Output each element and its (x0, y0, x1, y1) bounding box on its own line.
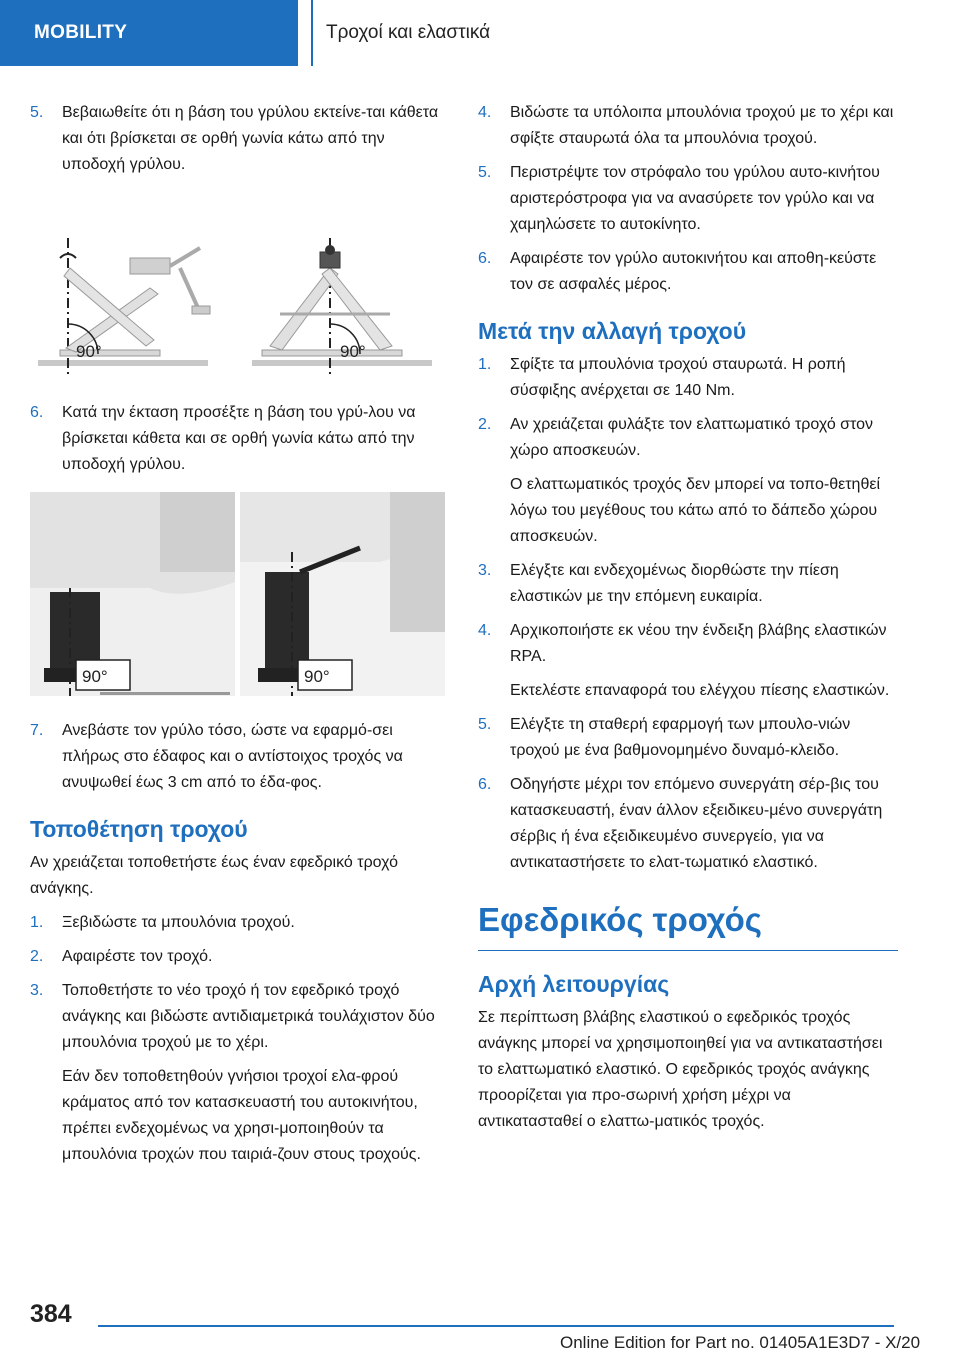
step-text: Τοποθετήστε το νέο τροχό ή τον εφεδρικό τροχό ανάγκης και βιδώστε αντιδιαμετρικά τουλάχιστον δύο μπουλόνια τροχού με το χέρι. (62, 982, 435, 1051)
list-item (478, 618, 898, 670)
header-divider (311, 0, 313, 66)
step-number: 6. (30, 404, 44, 421)
jack-front-view (252, 238, 432, 378)
floor-jack-figure (30, 492, 445, 696)
step-text: Περιστρέψτε τον στρόφαλο του γρύλου αυτο-κινήτου αριστερόστροφα για να ανασύρετε τον γρύλο και να χαμηλώσετε το αυτοκίνητο. (510, 164, 880, 233)
footer-divider (98, 1325, 894, 1327)
step-text: Βεβαιωθείτε ότι η βάση του γρύλου εκτείνε-ται κάθετα και ότι βρίσκεται σε ορθή γωνία κάτω από την υποδοχή γρύλου. (62, 104, 439, 173)
list-item (478, 412, 898, 464)
jack-side-view (38, 238, 210, 378)
list-item (478, 160, 898, 238)
step-text: Ελέγξτε και ενδεχομένως διορθώστε την πίεση ελαστικών με την επόμενη ευκαιρία. (510, 562, 839, 605)
step-text: Οδηγήστε μέχρι τον επόμενο συνεργάτη σέρ-βις του κατασκευαστή, έναν άλλον εξειδικευ-μένο συνεργάτη σέρβις ή ένα εξειδικευμένο συνεργείο, για να αντικαταστήσετε το ελατ-τωματικό ελαστικό. (510, 776, 883, 871)
chapter-title: Τροχοί και ελαστικά (326, 22, 491, 43)
step-number: 2. (30, 948, 44, 965)
step-text: Ελέγξτε τη σταθερή εφαρμογή των μπουλο-νιών τροχού με ένα βαθμονομημένο δυναμό-κλειδο. (510, 716, 851, 759)
step-number: 4. (478, 104, 492, 121)
step-note: Ο ελαττωματικός τροχός δεν μπορεί να τοπο-θετηθεί λόγω του μεγέθους του κάτω από το δάπεδο χώρου αποσκευών. (510, 476, 881, 545)
step-note: Εάν δεν τοποθετηθούν γνήσιοι τροχοί ελα-φρού κράματος από τον κατασκευαστή του αυτοκινήτου, πρέπει ενδεχομένως να χρησι-μοποιηθούν τα μπουλόνια τροχών που ταιριά-ζουν στους τροχούς. (62, 1068, 421, 1163)
step-note: Εκτελέστε επαναφορά του ελέγχου πίεσης ελαστικών. (510, 682, 890, 699)
step-number: 1. (30, 914, 44, 931)
angle-label: 90° (304, 667, 330, 686)
list-item (478, 558, 898, 610)
step-number: 5. (30, 104, 44, 121)
step-text: Σφίξτε τα μπουλόνια τροχού σταυρωτά. Η ροπή σύσφιξης ανέρχεται σε 140 Nm. (510, 356, 846, 399)
step-text: Αν χρειάζεται φυλάξτε τον ελαττωματικό τροχό στον χώρο αποσκευών. (510, 416, 874, 459)
section-heading: Αρχή λειτουργίας (478, 971, 670, 997)
floor-jack-right (240, 492, 445, 696)
list-item (478, 772, 898, 876)
step-text: Αρχικοποιήστε εκ νέου την ένδειξη βλάβης ελαστικών RPA. (510, 622, 887, 665)
list-item (478, 100, 898, 152)
step-number: 1. (478, 356, 492, 373)
list-item (30, 400, 445, 478)
step-number: 4. (478, 622, 492, 639)
step-text: Βιδώστε τα υπόλοιπα μπουλόνια τροχού με το χέρι και σφίξτε σταυρωτά όλα τα μπουλόνια τροχού. (510, 104, 894, 147)
step-number: 5. (478, 164, 492, 181)
scissor-jack-figure (30, 228, 440, 378)
step-number: 6. (478, 776, 492, 793)
list-item (30, 910, 445, 936)
step-text: Ξεβιδώστε τα μπουλόνια τροχού. (62, 914, 295, 931)
section-intro: Αν χρειάζεται τοποθετήστε έως έναν εφεδρικό τροχό ανάγκης. (30, 854, 399, 897)
right-column (478, 100, 898, 1143)
list-item (30, 100, 445, 178)
angle-label: 90° (340, 342, 366, 361)
page-header (0, 0, 960, 66)
step-number: 6. (478, 250, 492, 267)
step-number: 5. (478, 716, 492, 733)
angle-label: 90° (76, 342, 102, 361)
angle-label: 90° (82, 667, 108, 686)
section-body: Σε περίπτωση βλάβης ελαστικού ο εφεδρικός τροχός ανάγκης μπορεί να χρησιμοποιηθεί για να αντικαταστήσει το ελαττωματικό ελαστικό. Ο εφεδρικός τροχός ανάγκης προορίζεται για προ-σωρινή χρήση μέχρι να αντικατασταθεί ο ελαττω-ματικός τροχός. (478, 1009, 883, 1130)
section-label: MOBILITY (0, 0, 298, 66)
list-item (30, 944, 445, 970)
step-number: 3. (30, 982, 44, 999)
step-text: Αφαιρέστε τον γρύλο αυτοκινήτου και αποθη-κεύστε τον σε ασφαλές μέρος. (510, 250, 877, 293)
list-item (30, 978, 445, 1056)
list-item (478, 712, 898, 764)
left-column (30, 100, 445, 1176)
step-text: Αφαιρέστε τον τροχό. (62, 948, 213, 965)
edition-text: Online Edition for Part no. 01405A1E3D7 - X/20 (560, 1333, 921, 1352)
floor-jack-left (30, 492, 235, 696)
list-item (30, 718, 445, 796)
step-text: Κατά την έκταση προσέξτε η βάση του γρύ-λου να βρίσκεται κάθετα και σε ορθή γωνία κάτω από την υποδοχή γρύλου. (62, 404, 416, 473)
chapter-heading: Εφεδρικός τροχός (478, 900, 898, 951)
section-heading: Μετά την αλλαγή τροχού (478, 318, 747, 344)
page-number: 384 (30, 1300, 72, 1328)
step-text: Ανεβάστε τον γρύλο τόσο, ώστε να εφαρμό-σει πλήρως στο έδαφος και ο αντίστοιχος τροχός να ανυψωθεί έως 3 cm από το έδα-φος. (62, 722, 403, 791)
list-item (478, 352, 898, 404)
step-number: 7. (30, 722, 44, 739)
step-number: 3. (478, 562, 492, 579)
list-item (478, 246, 898, 298)
step-number: 2. (478, 416, 492, 433)
section-heading: Τοποθέτηση τροχού (30, 816, 248, 842)
